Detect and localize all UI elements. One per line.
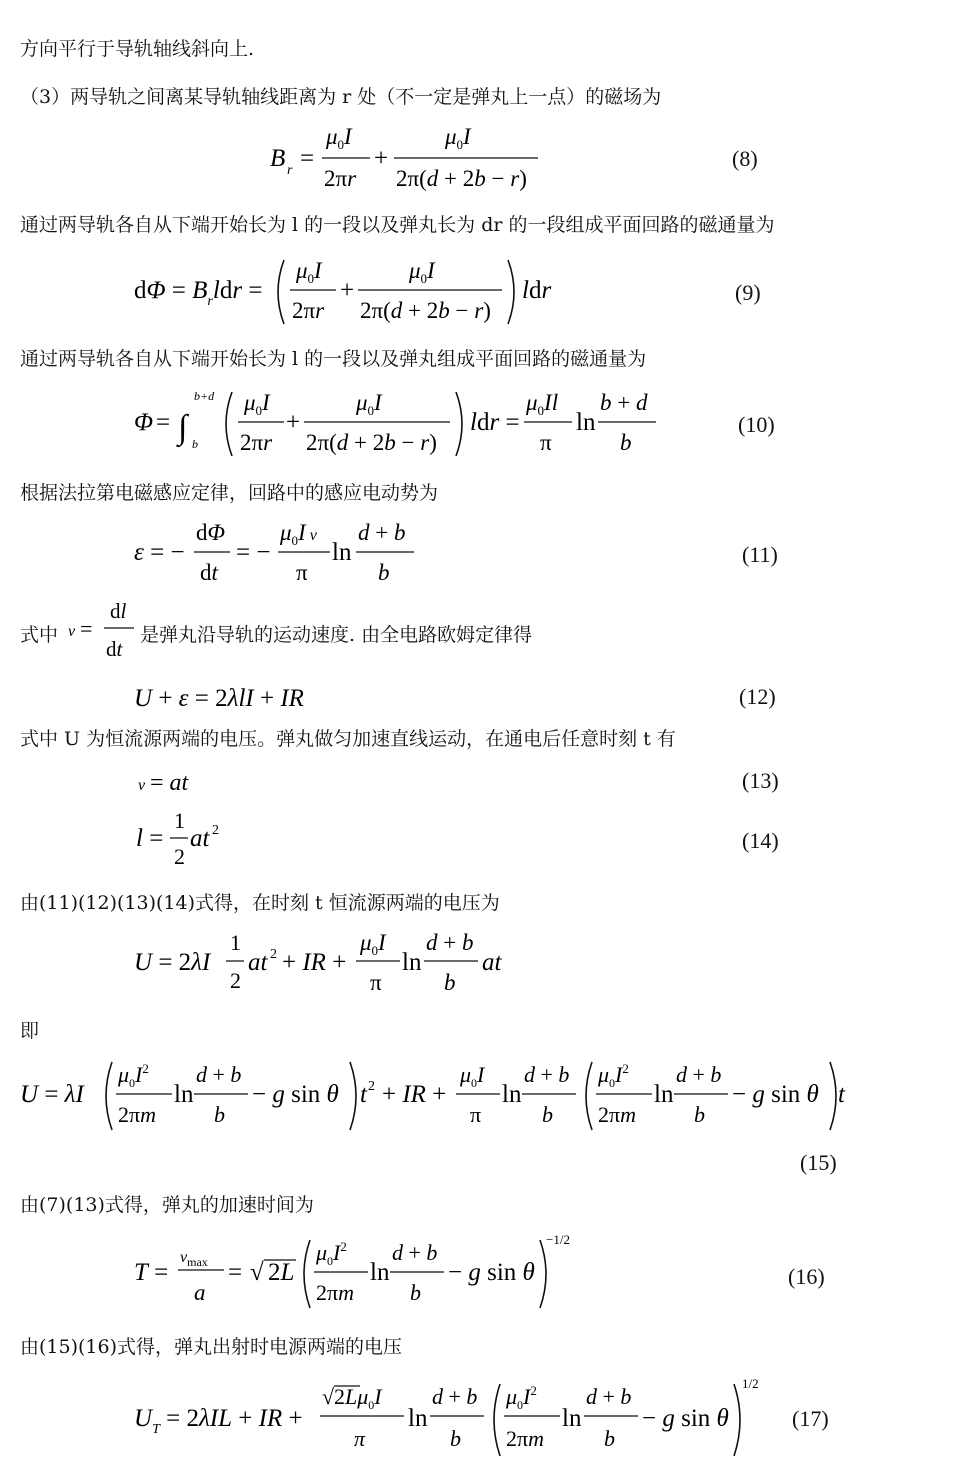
svg-text:b: b (694, 1102, 705, 1127)
svg-text:μ0I2: $\mu_0I^2$ (506, 1383, 537, 1412)
svg-text:ε = −: ε = − (134, 539, 185, 566)
svg-text:T =: T = (134, 1259, 169, 1286)
equation-number-8: (8) (732, 146, 758, 171)
svg-text:at: at (482, 949, 502, 976)
svg-text:b: b (620, 430, 632, 455)
svg-text:ln: ln (502, 1081, 522, 1108)
svg-text:1/2: 1/2 (742, 1376, 759, 1391)
svg-text:μ0I2: $\mu_0I^2$ (598, 1061, 629, 1090)
svg-text:=: = (80, 616, 93, 641)
svg-text:v: v (68, 623, 76, 640)
svg-text:= −: = − (236, 539, 271, 566)
svg-text:ln: ln (332, 539, 352, 566)
svg-text:1: 1 (230, 930, 241, 955)
svg-text:a: a (194, 1280, 206, 1305)
svg-text:2πr: 2πr (240, 430, 273, 455)
equation-12 (134, 678, 334, 725)
svg-text:d + b: d + b (524, 1062, 570, 1087)
svg-text:+: + (374, 145, 389, 172)
svg-text:− g sin θ: − g sin θ (448, 1259, 535, 1286)
svg-text:2πm: 2πm (316, 1280, 354, 1305)
svg-text:at: at (248, 949, 268, 976)
svg-text:t: t (360, 1081, 367, 1108)
svg-text:2π(d + 2b − r): 2π(d + 2b − r) (306, 430, 437, 455)
svg-text:μ0I: $\mu_0I$ (326, 124, 352, 152)
text-line-4: 通过两导轨各自从下端开始长为 l 的一段以及弹丸组成平面回路的磁通量为 (20, 348, 647, 370)
svg-text:at: at (190, 825, 210, 852)
svg-text:μ0I: $\mu_0I$ (244, 390, 270, 418)
svg-text:ln: ln (370, 1259, 390, 1286)
svg-text:μ0I2: $\mu_0I^2$ (118, 1061, 149, 1090)
svg-text:l =: l = (136, 825, 164, 852)
svg-text:d + b: d + b (676, 1062, 722, 1087)
text-line-8: 由(11)(12)(13)(14)式得，在时刻 t 恒流源两端的电压为 (20, 892, 500, 914)
svg-text:UT = 2λIL + IR +: $U_T = 2\lambda IL$ + IR + (134, 1405, 303, 1437)
svg-text:− g sin θ: − g sin θ (642, 1405, 729, 1432)
svg-text:−1/2: −1/2 (546, 1232, 570, 1247)
svg-text:d + b: d + b (392, 1240, 438, 1265)
svg-text:r: r (287, 163, 293, 178)
svg-text:μ0I: $\mu_0I$ (460, 1062, 485, 1090)
svg-text:d + b: d + b (358, 520, 406, 545)
svg-text:2π(d + 2b − r): 2π(d + 2b − r) (396, 166, 527, 191)
svg-text:π: π (354, 1426, 366, 1451)
svg-text:d + b: d + b (426, 930, 474, 955)
text-line-7: 式中 U 为恒流源两端的电压。弹丸做匀加速直线运动，在通电后任意时刻 t 有 (20, 728, 676, 750)
svg-text:π: π (470, 1102, 482, 1127)
velocity-definition (66, 596, 138, 673)
svg-text:b + d: b + d (600, 390, 648, 415)
svg-text:+: + (340, 277, 355, 304)
svg-text:μ0I: $\mu_0I$ (409, 258, 435, 286)
equation-14 (136, 806, 236, 883)
svg-text:2πr: 2πr (292, 298, 325, 323)
svg-text:2: 2 (174, 844, 185, 869)
svg-text:2: 2 (212, 823, 219, 838)
text-line-1: 方向平行于导轨轴线斜向上. (20, 38, 255, 60)
svg-text:d + b: d + b (586, 1384, 632, 1409)
svg-text:b: b (450, 1426, 461, 1451)
text-line-10: 由(7)(13)式得，弹丸的加速时间为 (20, 1194, 314, 1216)
svg-text:μ0I v: $\mu_0I$ v (280, 520, 317, 548)
svg-text:dt: dt (200, 560, 218, 585)
svg-text:U = 2λI: U = 2λI (134, 949, 211, 976)
svg-text:μ0I: $\mu_0I$ (360, 930, 386, 958)
svg-text:d + b: d + b (196, 1062, 242, 1087)
svg-text:dΦ = Brldr =: $d\Phi = B_rldr$ = (134, 277, 263, 309)
text-line-3: 通过两导轨各自从下端开始长为 l 的一段以及弹丸长为 dr 的一段组成平面回路的磁通量为 (20, 214, 775, 236)
text-line-6-suffix: 是弹丸沿导轨的运动速度. 由全电路欧姆定律得 (140, 624, 533, 646)
text-line-6-prefix: 式中 (20, 624, 59, 646)
equation-16 (134, 1230, 594, 1321)
equation-10 (134, 384, 674, 471)
equation-number-16: (16) (788, 1264, 825, 1289)
equation-11 (134, 514, 434, 601)
svg-text:μ0I: $\mu_0I$ (445, 124, 471, 152)
equation-number-9: (9) (735, 280, 761, 305)
svg-text:− g sin θ: − g sin θ (252, 1081, 339, 1108)
svg-text:2πm: 2πm (506, 1426, 544, 1451)
svg-text:2: 2 (230, 968, 241, 993)
svg-text:√: √ (322, 1384, 335, 1409)
svg-text:μ0I: $\mu_0I$ (296, 258, 322, 286)
svg-text:=: = (228, 1259, 243, 1286)
svg-text:U + ε = 2λlI + IR: U + ε = 2λlI + IR (134, 685, 304, 712)
svg-text:2Lμ0I: $2L\mu_0I$ (334, 1384, 382, 1412)
svg-text:b: b (214, 1102, 225, 1127)
equation-15 (20, 1054, 850, 1145)
svg-text:π: π (296, 560, 308, 585)
svg-text:b: b (410, 1280, 421, 1305)
svg-text:π: π (370, 970, 382, 995)
svg-text:+ IR +: + IR + (382, 1081, 447, 1108)
equation-13 (138, 764, 218, 807)
svg-text:2L: 2L (268, 1259, 295, 1286)
svg-text:μ0Il: $\mu_0Il$ (526, 390, 559, 418)
svg-text:μ0I: $\mu_0I$ (356, 390, 382, 418)
svg-text:B: B (270, 145, 286, 172)
text-line-11: 由(15)(16)式得，弹丸出射时电源两端的电压 (20, 1336, 403, 1358)
svg-text:2πm: 2πm (598, 1102, 636, 1127)
svg-text:√: √ (250, 1259, 264, 1286)
svg-text:ln: ln (576, 409, 596, 436)
text-line-5: 根据法拉第电磁感应定律，回路中的感应电动势为 (20, 482, 439, 504)
svg-text:b: b (542, 1102, 553, 1127)
text-line-9: 即 (20, 1020, 40, 1042)
equation-voltage-t (134, 926, 514, 1009)
svg-text:ldr =: ldr = (470, 409, 520, 436)
equation-number-15: (15) (800, 1150, 837, 1175)
svg-text:d + b: d + b (432, 1384, 478, 1409)
svg-text:+ IR +: + IR + (282, 949, 347, 976)
svg-text:t: t (838, 1081, 845, 1108)
svg-text:b: b (444, 970, 456, 995)
equation-number-13: (13) (742, 768, 779, 793)
svg-text:ln: ln (402, 949, 422, 976)
svg-text:dl: dl (110, 599, 127, 623)
svg-text:ldr: ldr (522, 277, 552, 304)
svg-text:2πm: 2πm (118, 1102, 156, 1127)
svg-text:π: π (540, 430, 552, 455)
text-line-2: （3）两导轨之间离某导轨轴线距离为 r 处（不一定是弹丸上一点）的磁场为 (20, 86, 662, 108)
svg-text:=: = (156, 409, 171, 436)
svg-text:ln: ln (174, 1081, 194, 1108)
svg-text:vmax: $v_{max}$ (180, 1249, 208, 1269)
svg-text:=: = (300, 145, 315, 172)
svg-text:dt: dt (106, 637, 123, 661)
svg-text:b: b (378, 560, 390, 585)
svg-text:b+d: b+d (194, 389, 215, 403)
svg-text:ln: ln (654, 1081, 674, 1108)
svg-text:ln: ln (408, 1405, 428, 1432)
svg-text:− g sin θ: − g sin θ (732, 1081, 819, 1108)
svg-text:μ0I2: $\mu_0I^2$ (316, 1239, 347, 1268)
svg-text:+: + (286, 409, 301, 436)
equation-number-17: (17) (792, 1406, 829, 1431)
svg-text:U = λI: U = λI (20, 1081, 84, 1108)
svg-text:v: v (138, 777, 146, 794)
svg-text:= at: = at (150, 770, 189, 796)
svg-text:2: 2 (270, 947, 277, 962)
equation-number-12: (12) (739, 684, 776, 709)
svg-text:∫: ∫ (178, 409, 188, 446)
equation-8 (270, 118, 560, 205)
svg-text:Φ: Φ (134, 409, 154, 436)
equation-number-14: (14) (742, 828, 779, 853)
equation-number-11: (11) (742, 542, 778, 567)
svg-text:2π(d + 2b − r): 2π(d + 2b − r) (360, 298, 491, 323)
svg-text:dΦ: dΦ (196, 520, 226, 545)
svg-text:2: 2 (368, 1079, 375, 1094)
equation-9 (134, 252, 564, 339)
equation-17 (134, 1374, 774, 1467)
svg-text:2πr: 2πr (324, 166, 357, 191)
equation-number-10: (10) (738, 412, 775, 437)
svg-text:b: b (604, 1426, 615, 1451)
svg-text:ln: ln (562, 1405, 582, 1432)
svg-text:1: 1 (174, 808, 185, 833)
svg-text:b: b (192, 437, 198, 451)
